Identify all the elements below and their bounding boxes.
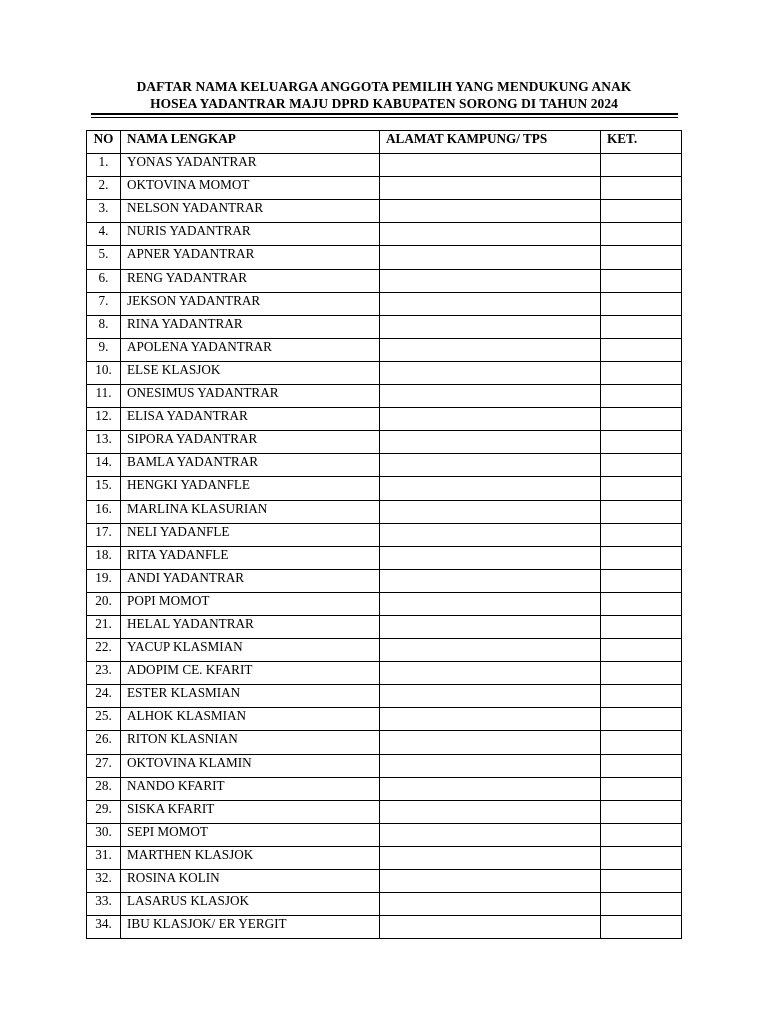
title-underline-thin bbox=[91, 117, 678, 118]
header-address: ALAMAT KAMPUNG/ TPS bbox=[380, 131, 601, 154]
cell-note bbox=[601, 546, 682, 569]
cell-note bbox=[601, 154, 682, 177]
table-row bbox=[87, 154, 682, 177]
table-row bbox=[87, 454, 682, 477]
title-line-2: HOSEA YADANTRAR MAJU DPRD KABUPATEN SORONG DI TAHUN 2024 bbox=[150, 96, 618, 111]
table-row bbox=[87, 685, 682, 708]
cell-name: ROSINA KOLIN bbox=[121, 870, 380, 893]
cell-no: 22. bbox=[87, 639, 121, 662]
cell-no: 10. bbox=[87, 361, 121, 384]
cell-no: 27. bbox=[87, 754, 121, 777]
cell-no: 9. bbox=[87, 338, 121, 361]
table-row bbox=[87, 639, 682, 662]
title-underline-thick bbox=[91, 113, 678, 115]
cell-note bbox=[601, 569, 682, 592]
cell-name: SEPI MOMOT bbox=[121, 823, 380, 846]
table-row bbox=[87, 731, 682, 754]
cell-note bbox=[601, 916, 682, 939]
table-row bbox=[87, 592, 682, 615]
cell-address bbox=[380, 408, 601, 431]
cell-name: ALHOK KLASMIAN bbox=[121, 708, 380, 731]
cell-name: YONAS YADANTRAR bbox=[121, 154, 380, 177]
cell-name: ESTER KLASMIAN bbox=[121, 685, 380, 708]
cell-address bbox=[380, 361, 601, 384]
cell-note bbox=[601, 615, 682, 638]
table-row bbox=[87, 338, 682, 361]
cell-address bbox=[380, 431, 601, 454]
cell-name: NURIS YADANTRAR bbox=[121, 223, 380, 246]
cell-no: 8. bbox=[87, 315, 121, 338]
cell-name: HENGKI YADANFLE bbox=[121, 477, 380, 500]
cell-note bbox=[601, 662, 682, 685]
cell-name: OKTOVINA MOMOT bbox=[121, 177, 380, 200]
table-row bbox=[87, 385, 682, 408]
cell-address bbox=[380, 870, 601, 893]
cell-name: BAMLA YADANTRAR bbox=[121, 454, 380, 477]
cell-name: ANDI YADANTRAR bbox=[121, 569, 380, 592]
cell-no: 34. bbox=[87, 916, 121, 939]
cell-address bbox=[380, 800, 601, 823]
cell-address bbox=[380, 546, 601, 569]
cell-note bbox=[601, 846, 682, 869]
cell-name: ADOPIM CE. KFARIT bbox=[121, 662, 380, 685]
cell-note bbox=[601, 408, 682, 431]
cell-no: 24. bbox=[87, 685, 121, 708]
cell-address bbox=[380, 154, 601, 177]
cell-note bbox=[601, 246, 682, 269]
cell-address bbox=[380, 385, 601, 408]
cell-address bbox=[380, 177, 601, 200]
table-row bbox=[87, 916, 682, 939]
cell-name: RENG YADANTRAR bbox=[121, 269, 380, 292]
cell-no: 26. bbox=[87, 731, 121, 754]
table-row bbox=[87, 200, 682, 223]
cell-name: IBU KLASJOK/ ER YERGIT bbox=[121, 916, 380, 939]
cell-no: 28. bbox=[87, 777, 121, 800]
cell-name: LASARUS KLASJOK bbox=[121, 893, 380, 916]
cell-name: MARTHEN KLASJOK bbox=[121, 846, 380, 869]
cell-note bbox=[601, 269, 682, 292]
document-title bbox=[0, 78, 768, 112]
cell-address bbox=[380, 893, 601, 916]
cell-no: 7. bbox=[87, 292, 121, 315]
table-row bbox=[87, 800, 682, 823]
cell-address bbox=[380, 754, 601, 777]
cell-name: POPI MOMOT bbox=[121, 592, 380, 615]
cell-note bbox=[601, 338, 682, 361]
table-row bbox=[87, 893, 682, 916]
title-line-1: DAFTAR NAMA KELUARGA ANGGOTA PEMILIH YANG MENDUKUNG ANAK bbox=[136, 79, 632, 94]
cell-note bbox=[601, 177, 682, 200]
voter-table bbox=[86, 130, 682, 939]
cell-address bbox=[380, 708, 601, 731]
header-no: NO bbox=[87, 131, 121, 154]
cell-name: SISKA KFARIT bbox=[121, 800, 380, 823]
cell-address bbox=[380, 662, 601, 685]
cell-address bbox=[380, 292, 601, 315]
cell-note bbox=[601, 223, 682, 246]
cell-address bbox=[380, 823, 601, 846]
cell-address bbox=[380, 200, 601, 223]
cell-no: 33. bbox=[87, 893, 121, 916]
cell-no: 14. bbox=[87, 454, 121, 477]
cell-address bbox=[380, 315, 601, 338]
cell-no: 32. bbox=[87, 870, 121, 893]
cell-name: SIPORA YADANTRAR bbox=[121, 431, 380, 454]
cell-address bbox=[380, 916, 601, 939]
cell-note bbox=[601, 385, 682, 408]
cell-note bbox=[601, 685, 682, 708]
cell-address bbox=[380, 338, 601, 361]
cell-no: 2. bbox=[87, 177, 121, 200]
cell-name: NELI YADANFLE bbox=[121, 523, 380, 546]
cell-no: 13. bbox=[87, 431, 121, 454]
cell-address bbox=[380, 615, 601, 638]
table-row bbox=[87, 477, 682, 500]
cell-note bbox=[601, 639, 682, 662]
cell-name: YACUP KLASMIAN bbox=[121, 639, 380, 662]
cell-no: 15. bbox=[87, 477, 121, 500]
table-row bbox=[87, 823, 682, 846]
table-header-row bbox=[87, 131, 682, 154]
cell-address bbox=[380, 731, 601, 754]
cell-note bbox=[601, 315, 682, 338]
cell-no: 5. bbox=[87, 246, 121, 269]
cell-no: 19. bbox=[87, 569, 121, 592]
cell-no: 23. bbox=[87, 662, 121, 685]
cell-name: ONESIMUS YADANTRAR bbox=[121, 385, 380, 408]
table-body bbox=[87, 154, 682, 939]
cell-note bbox=[601, 523, 682, 546]
cell-no: 29. bbox=[87, 800, 121, 823]
cell-no: 20. bbox=[87, 592, 121, 615]
header-note: KET. bbox=[601, 131, 682, 154]
cell-address bbox=[380, 269, 601, 292]
table-row bbox=[87, 500, 682, 523]
table-row bbox=[87, 246, 682, 269]
table-row bbox=[87, 708, 682, 731]
cell-address bbox=[380, 500, 601, 523]
cell-no: 21. bbox=[87, 615, 121, 638]
table-row bbox=[87, 615, 682, 638]
cell-address bbox=[380, 685, 601, 708]
cell-name: JEKSON YADANTRAR bbox=[121, 292, 380, 315]
cell-name: RINA YADANTRAR bbox=[121, 315, 380, 338]
cell-no: 6. bbox=[87, 269, 121, 292]
cell-note bbox=[601, 592, 682, 615]
table-row bbox=[87, 777, 682, 800]
table-row bbox=[87, 431, 682, 454]
cell-name: APOLENA YADANTRAR bbox=[121, 338, 380, 361]
cell-note bbox=[601, 200, 682, 223]
cell-note bbox=[601, 754, 682, 777]
cell-no: 11. bbox=[87, 385, 121, 408]
table-row bbox=[87, 870, 682, 893]
cell-no: 31. bbox=[87, 846, 121, 869]
table-row bbox=[87, 846, 682, 869]
cell-no: 25. bbox=[87, 708, 121, 731]
cell-name: RITA YADANFLE bbox=[121, 546, 380, 569]
cell-no: 16. bbox=[87, 500, 121, 523]
cell-note bbox=[601, 800, 682, 823]
table-row bbox=[87, 662, 682, 685]
table-row bbox=[87, 269, 682, 292]
cell-name: NELSON YADANTRAR bbox=[121, 200, 380, 223]
cell-address bbox=[380, 777, 601, 800]
table-row bbox=[87, 754, 682, 777]
table-row bbox=[87, 361, 682, 384]
table-row bbox=[87, 523, 682, 546]
cell-address bbox=[380, 246, 601, 269]
cell-no: 1. bbox=[87, 154, 121, 177]
cell-no: 30. bbox=[87, 823, 121, 846]
cell-no: 12. bbox=[87, 408, 121, 431]
cell-address bbox=[380, 569, 601, 592]
cell-no: 3. bbox=[87, 200, 121, 223]
table-row bbox=[87, 177, 682, 200]
cell-note bbox=[601, 431, 682, 454]
cell-name: OKTOVINA KLAMIN bbox=[121, 754, 380, 777]
cell-name: ELISA YADANTRAR bbox=[121, 408, 380, 431]
table-row bbox=[87, 408, 682, 431]
cell-note bbox=[601, 893, 682, 916]
cell-name: HELAL YADANTRAR bbox=[121, 615, 380, 638]
cell-name: APNER YADANTRAR bbox=[121, 246, 380, 269]
cell-no: 18. bbox=[87, 546, 121, 569]
table-row bbox=[87, 546, 682, 569]
cell-note bbox=[601, 361, 682, 384]
cell-address bbox=[380, 592, 601, 615]
cell-note bbox=[601, 454, 682, 477]
table-row bbox=[87, 315, 682, 338]
cell-address bbox=[380, 454, 601, 477]
cell-name: MARLINA KLASURIAN bbox=[121, 500, 380, 523]
cell-address bbox=[380, 639, 601, 662]
cell-note bbox=[601, 870, 682, 893]
cell-note bbox=[601, 500, 682, 523]
cell-note bbox=[601, 477, 682, 500]
cell-address bbox=[380, 477, 601, 500]
cell-name: ELSE KLASJOK bbox=[121, 361, 380, 384]
header-name: NAMA LENGKAP bbox=[121, 131, 380, 154]
cell-note bbox=[601, 777, 682, 800]
cell-address bbox=[380, 846, 601, 869]
cell-no: 4. bbox=[87, 223, 121, 246]
cell-address bbox=[380, 523, 601, 546]
cell-name: RITON KLASNIAN bbox=[121, 731, 380, 754]
cell-note bbox=[601, 823, 682, 846]
cell-note bbox=[601, 708, 682, 731]
cell-name: NANDO KFARIT bbox=[121, 777, 380, 800]
cell-note bbox=[601, 731, 682, 754]
cell-no: 17. bbox=[87, 523, 121, 546]
cell-note bbox=[601, 292, 682, 315]
cell-address bbox=[380, 223, 601, 246]
table-row bbox=[87, 569, 682, 592]
table-row bbox=[87, 223, 682, 246]
table-row bbox=[87, 292, 682, 315]
